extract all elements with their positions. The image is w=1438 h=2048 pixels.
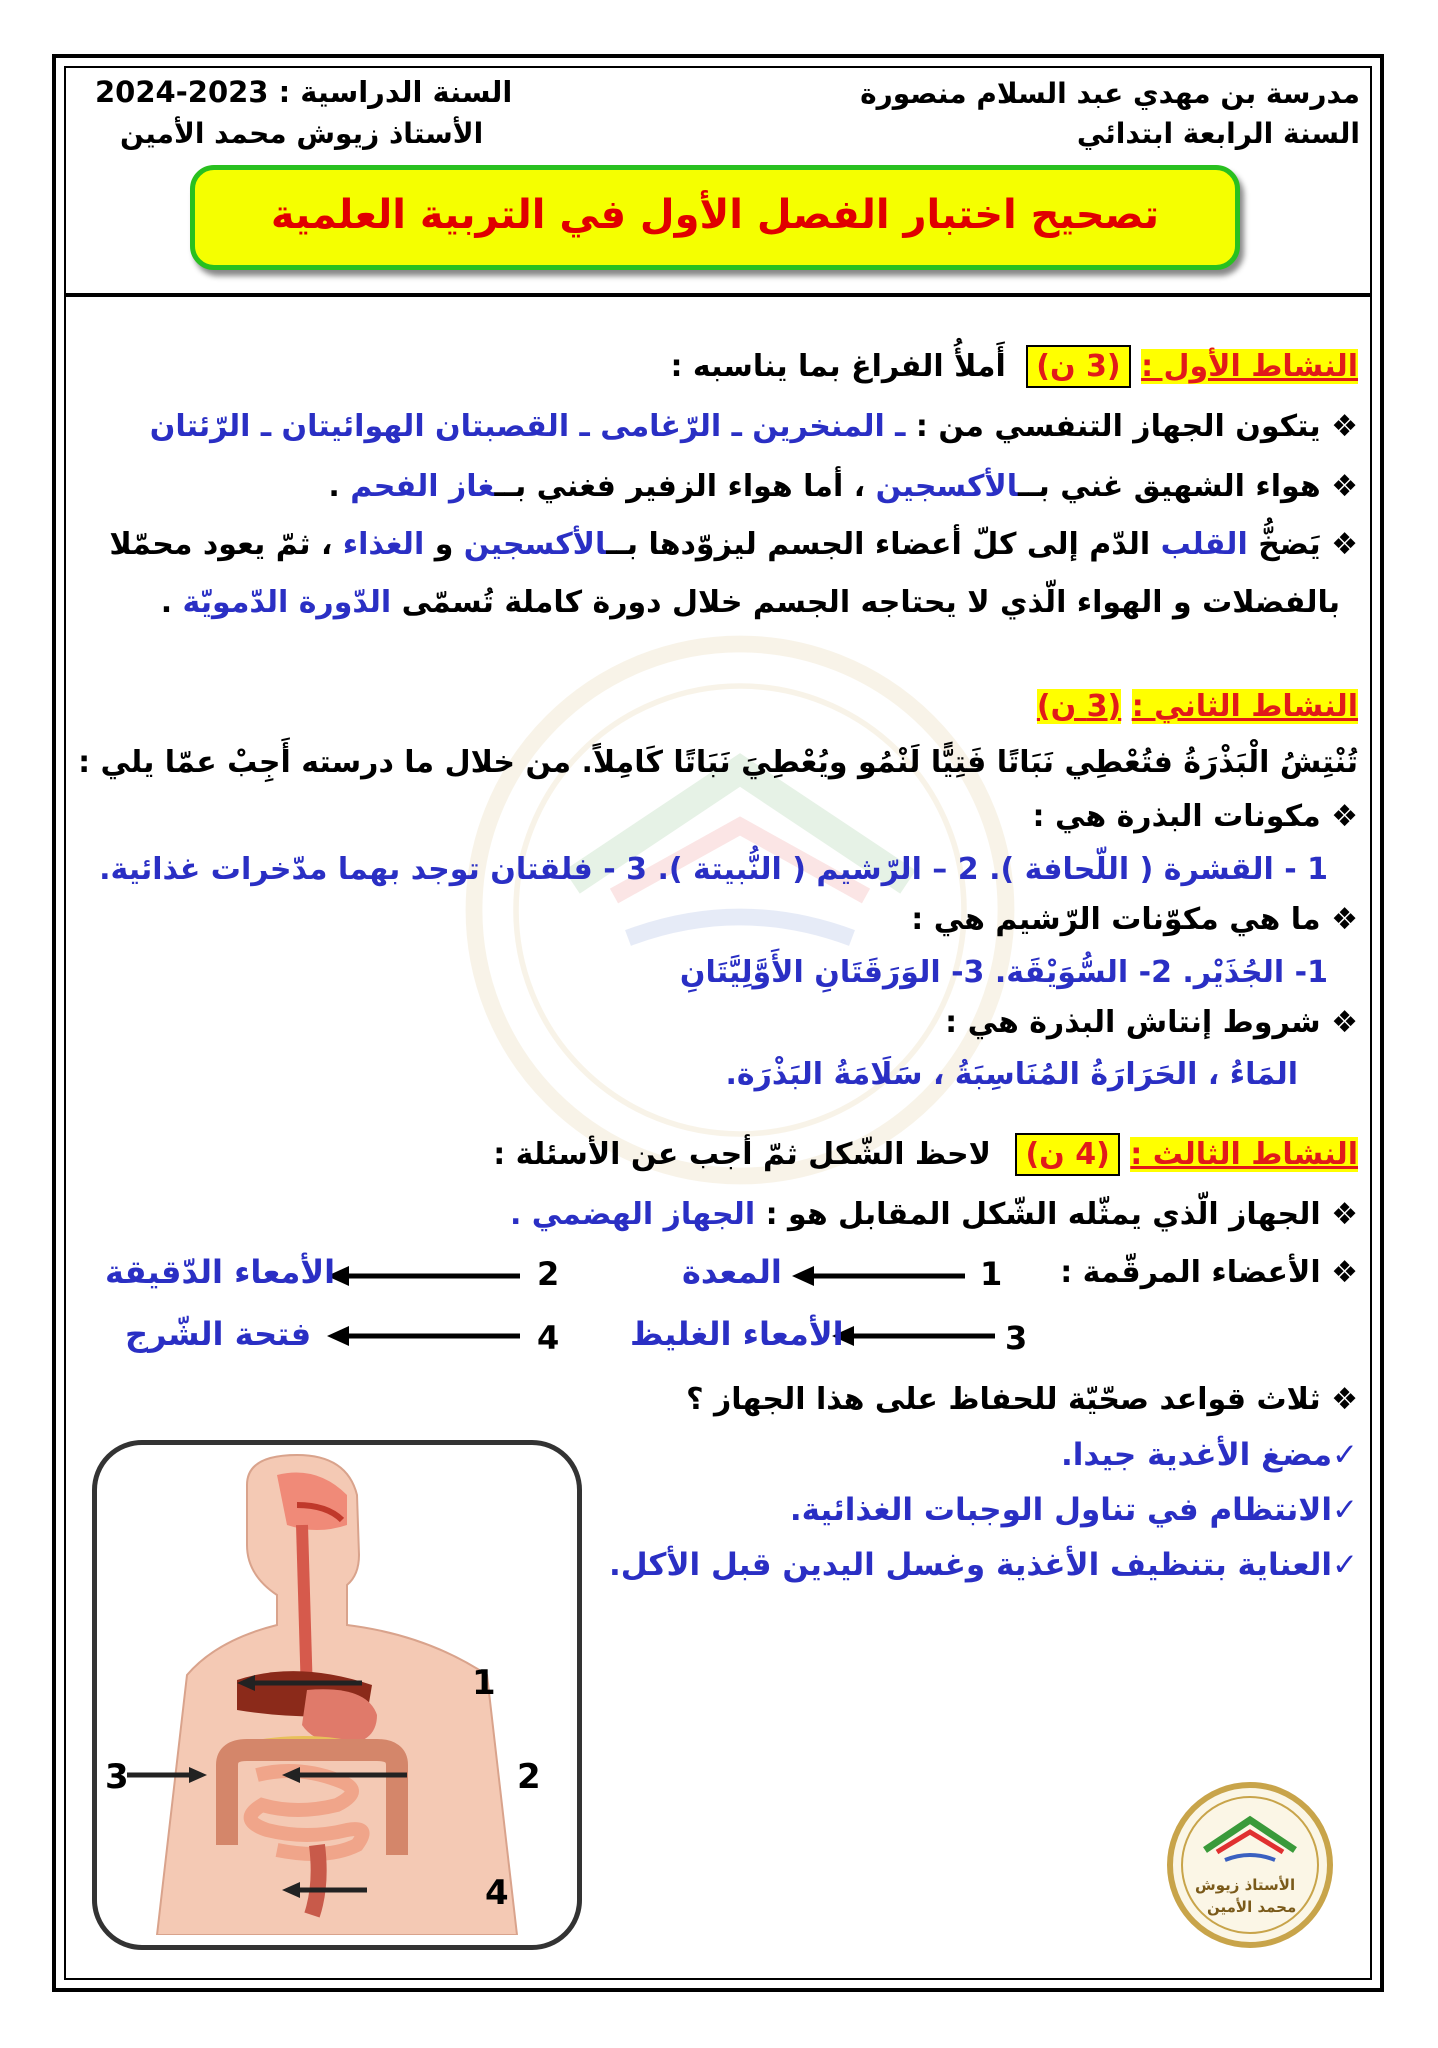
activity1-instruction: أَملأُ الفراغ بما يناسبه : <box>670 349 1006 384</box>
activity3-q3 <box>686 1382 1358 1417</box>
organ-name-4: فتحة الشّرج <box>125 1315 312 1353</box>
activity1-q3-answer4: الدّورة الدّمويّة <box>182 585 392 620</box>
activity1-q3-text3: و <box>434 527 454 562</box>
figure-label-2: 2 <box>517 1757 541 1797</box>
activity1-q2-text1: هواء الشهيق غني بــ <box>1018 469 1321 504</box>
school-year: السنة الدراسية : 2023-2024 <box>95 75 513 109</box>
activity2-intro: تُنْتِشُ الْبَذْرَةُ فتُعْطِي نَبَاتًا فَتِيًّا لَنْمُو ويُعْطِيَ نَبَاتًا كَامِلاً. من خلال ما درسته أَجِبْ عمّا يلي : <box>78 745 1358 780</box>
header-divider <box>66 293 1370 297</box>
figure-label-1: 1 <box>472 1663 496 1703</box>
activity3-q1-text: الجهاز الّذي يمثّله الشّكل المقابل هو : <box>765 1197 1321 1232</box>
activity1-q2-answer1: الأكسجين <box>875 469 1019 504</box>
activity1-q3-end: . <box>160 585 173 620</box>
activity1-points: (3 ن) <box>1026 345 1130 388</box>
activity2-a3: المَاءُ ، الحَرَارَةُ المُنَاسِبَةُ ، سَلَامَةُ البَذْرَة. <box>725 1057 1298 1092</box>
organ-name-3: الأمعاء الغليظ <box>630 1315 844 1353</box>
activity1-q3-text1: يَضخُّ <box>1258 527 1321 562</box>
logo-text-2: محمد الأمين <box>1207 1898 1297 1916</box>
rule-text: الانتظام في تناول الوجبات الغذائية. <box>789 1492 1333 1528</box>
activity2-q3-text: شروط إنتاش البذرة هي : <box>945 1005 1321 1040</box>
activity2-q2 <box>911 902 1358 937</box>
activity2-points: (3 ن) <box>1036 689 1122 724</box>
activity1-q1-answer: ـ المنخرين ـ الرّغامى ـ القصبتان الهوائيتان ـ الرّئتان <box>149 409 906 444</box>
activity3-q3-text: ثلاث قواعد صحّيّة للحفاظ على هذا الجهاز ؟ <box>686 1382 1321 1417</box>
activity1-q3 <box>109 527 1358 562</box>
activity1-q1 <box>149 409 1358 444</box>
bullet-icon: ❖ <box>1331 469 1358 504</box>
check-icon: ✓ <box>1332 1437 1358 1473</box>
organ-name-1: المعدة <box>682 1253 782 1291</box>
arrow-left-icon <box>325 1322 525 1350</box>
activity1-q3-text5: بالفضلات و الهواء الّذي لا يحتاجه الجسم خلال دورة كاملة تُسمّى <box>401 585 1340 620</box>
activity3-rule-1 <box>1060 1437 1358 1473</box>
bullet-icon: ❖ <box>1331 1197 1358 1232</box>
activity1-heading <box>670 349 1358 384</box>
activity1-q2-end: . <box>328 469 340 504</box>
activity2-q2-text: ما هي مكوّنات الرّشيم هي : <box>911 902 1321 937</box>
check-icon: ✓ <box>1332 1492 1358 1528</box>
activity1-q3-answer3: الغذاء <box>342 527 425 562</box>
activity1-q3-text2: الدّم إلى كلّ أعضاء الجسم ليزوّدها بــ <box>606 527 1151 562</box>
activity1-q3-line2 <box>160 585 1340 620</box>
figure-label-3: 3 <box>105 1757 129 1797</box>
activity1-q2-text2: ، أما هواء الزفير فغني بــ <box>494 469 866 504</box>
title-banner <box>190 165 1240 270</box>
rule-text: مضغ الأغدية جيدا. <box>1060 1437 1333 1473</box>
bullet-icon: ❖ <box>1331 902 1358 937</box>
activity3-instruction: لاحظ الشّكل ثمّ أجب عن الأسئلة : <box>493 1137 992 1172</box>
activity2-a1: 1 - القشرة ( اللّحافة ). 2 – الرّشيم ( النُّبيتة ). 3 - فلقتان توجد بهما مدّخرات غذائية. <box>99 852 1328 887</box>
activity3-a1: الجهاز الهضمي . <box>509 1197 756 1232</box>
teacher-logo <box>1165 1780 1335 1950</box>
organ-number-1: 1 <box>980 1255 1003 1293</box>
activity1-q3-answer1: القلب <box>1160 527 1248 562</box>
organ-number-4: 4 <box>537 1319 560 1357</box>
arrow-left-icon <box>790 1262 970 1290</box>
teacher-name: الأستاذ زيوش محمد الأمين <box>120 117 484 150</box>
bullet-icon: ❖ <box>1331 409 1358 444</box>
activity1-q3-answer2: الأكسجين <box>463 527 607 562</box>
activity1-q1-text: يتكون الجهاز التنفسي من : <box>915 409 1321 444</box>
activity3-q1 <box>509 1197 1358 1232</box>
bullet-icon: ❖ <box>1331 799 1358 834</box>
organ-name-2: الأمعاء الدّقيقة <box>105 1253 336 1291</box>
figure-label-4: 4 <box>485 1873 509 1913</box>
arrow-left-icon <box>325 1262 525 1290</box>
activity1-q2 <box>328 469 1358 504</box>
activity3-points: (4 ن) <box>1015 1133 1119 1176</box>
school-name: مدرسة بن مهدي عبد السلام منصورة <box>860 77 1360 110</box>
activity2-q1-text: مكونات البذرة هي : <box>1032 799 1321 834</box>
digestive-system-figure <box>92 1440 582 1950</box>
bullet-icon: ❖ <box>1331 1005 1358 1040</box>
activity1-q2-answer2: غاز الفحم <box>350 469 495 504</box>
page-title: تصحيح اختبار الفصل الأول في التربية العلمية <box>270 192 1160 238</box>
activity3-q2 <box>1060 1255 1358 1290</box>
activity2-a2: 1- الجُذَيْر. 2- السُّوَيْقَة. 3- الوَرَقَتَانِ الأَوَّلِيَّتَانِ <box>679 955 1328 990</box>
activity2-q3 <box>945 1005 1358 1040</box>
organ-number-2: 2 <box>537 1255 560 1293</box>
activity2-heading <box>1036 689 1358 724</box>
school-level: السنة الرابعة ابتدائي <box>1076 117 1360 150</box>
logo-text-1: الأستاذ زيوش <box>1195 1876 1296 1894</box>
activity2-label: النشاط الثاني : <box>1131 689 1358 724</box>
activity1-label: النشاط الأول : <box>1141 349 1358 384</box>
rule-text: العناية بتنظيف الأغذية وغسل اليدين قبل الأكل. <box>608 1547 1333 1583</box>
activity2-q1 <box>1032 799 1358 834</box>
activity3-rule-3 <box>608 1547 1358 1583</box>
organ-number-3: 3 <box>1005 1319 1028 1357</box>
activity3-heading <box>493 1137 1358 1172</box>
arrow-left-icon <box>830 1322 1000 1350</box>
activity1-q3-text4: ، ثمّ يعود محمّلا <box>109 527 333 562</box>
activity3-label: النشاط الثالث : <box>1130 1137 1358 1172</box>
bullet-icon: ❖ <box>1331 1382 1358 1417</box>
digestive-system-illustration <box>97 1445 567 1935</box>
activity3-q2-text: الأعضاء المرقّمة : <box>1060 1255 1321 1290</box>
check-icon: ✓ <box>1332 1547 1358 1583</box>
activity3-rule-2 <box>789 1492 1358 1528</box>
bullet-icon: ❖ <box>1331 1255 1358 1290</box>
logo-seal-icon <box>1165 1780 1335 1950</box>
bullet-icon: ❖ <box>1331 527 1358 562</box>
